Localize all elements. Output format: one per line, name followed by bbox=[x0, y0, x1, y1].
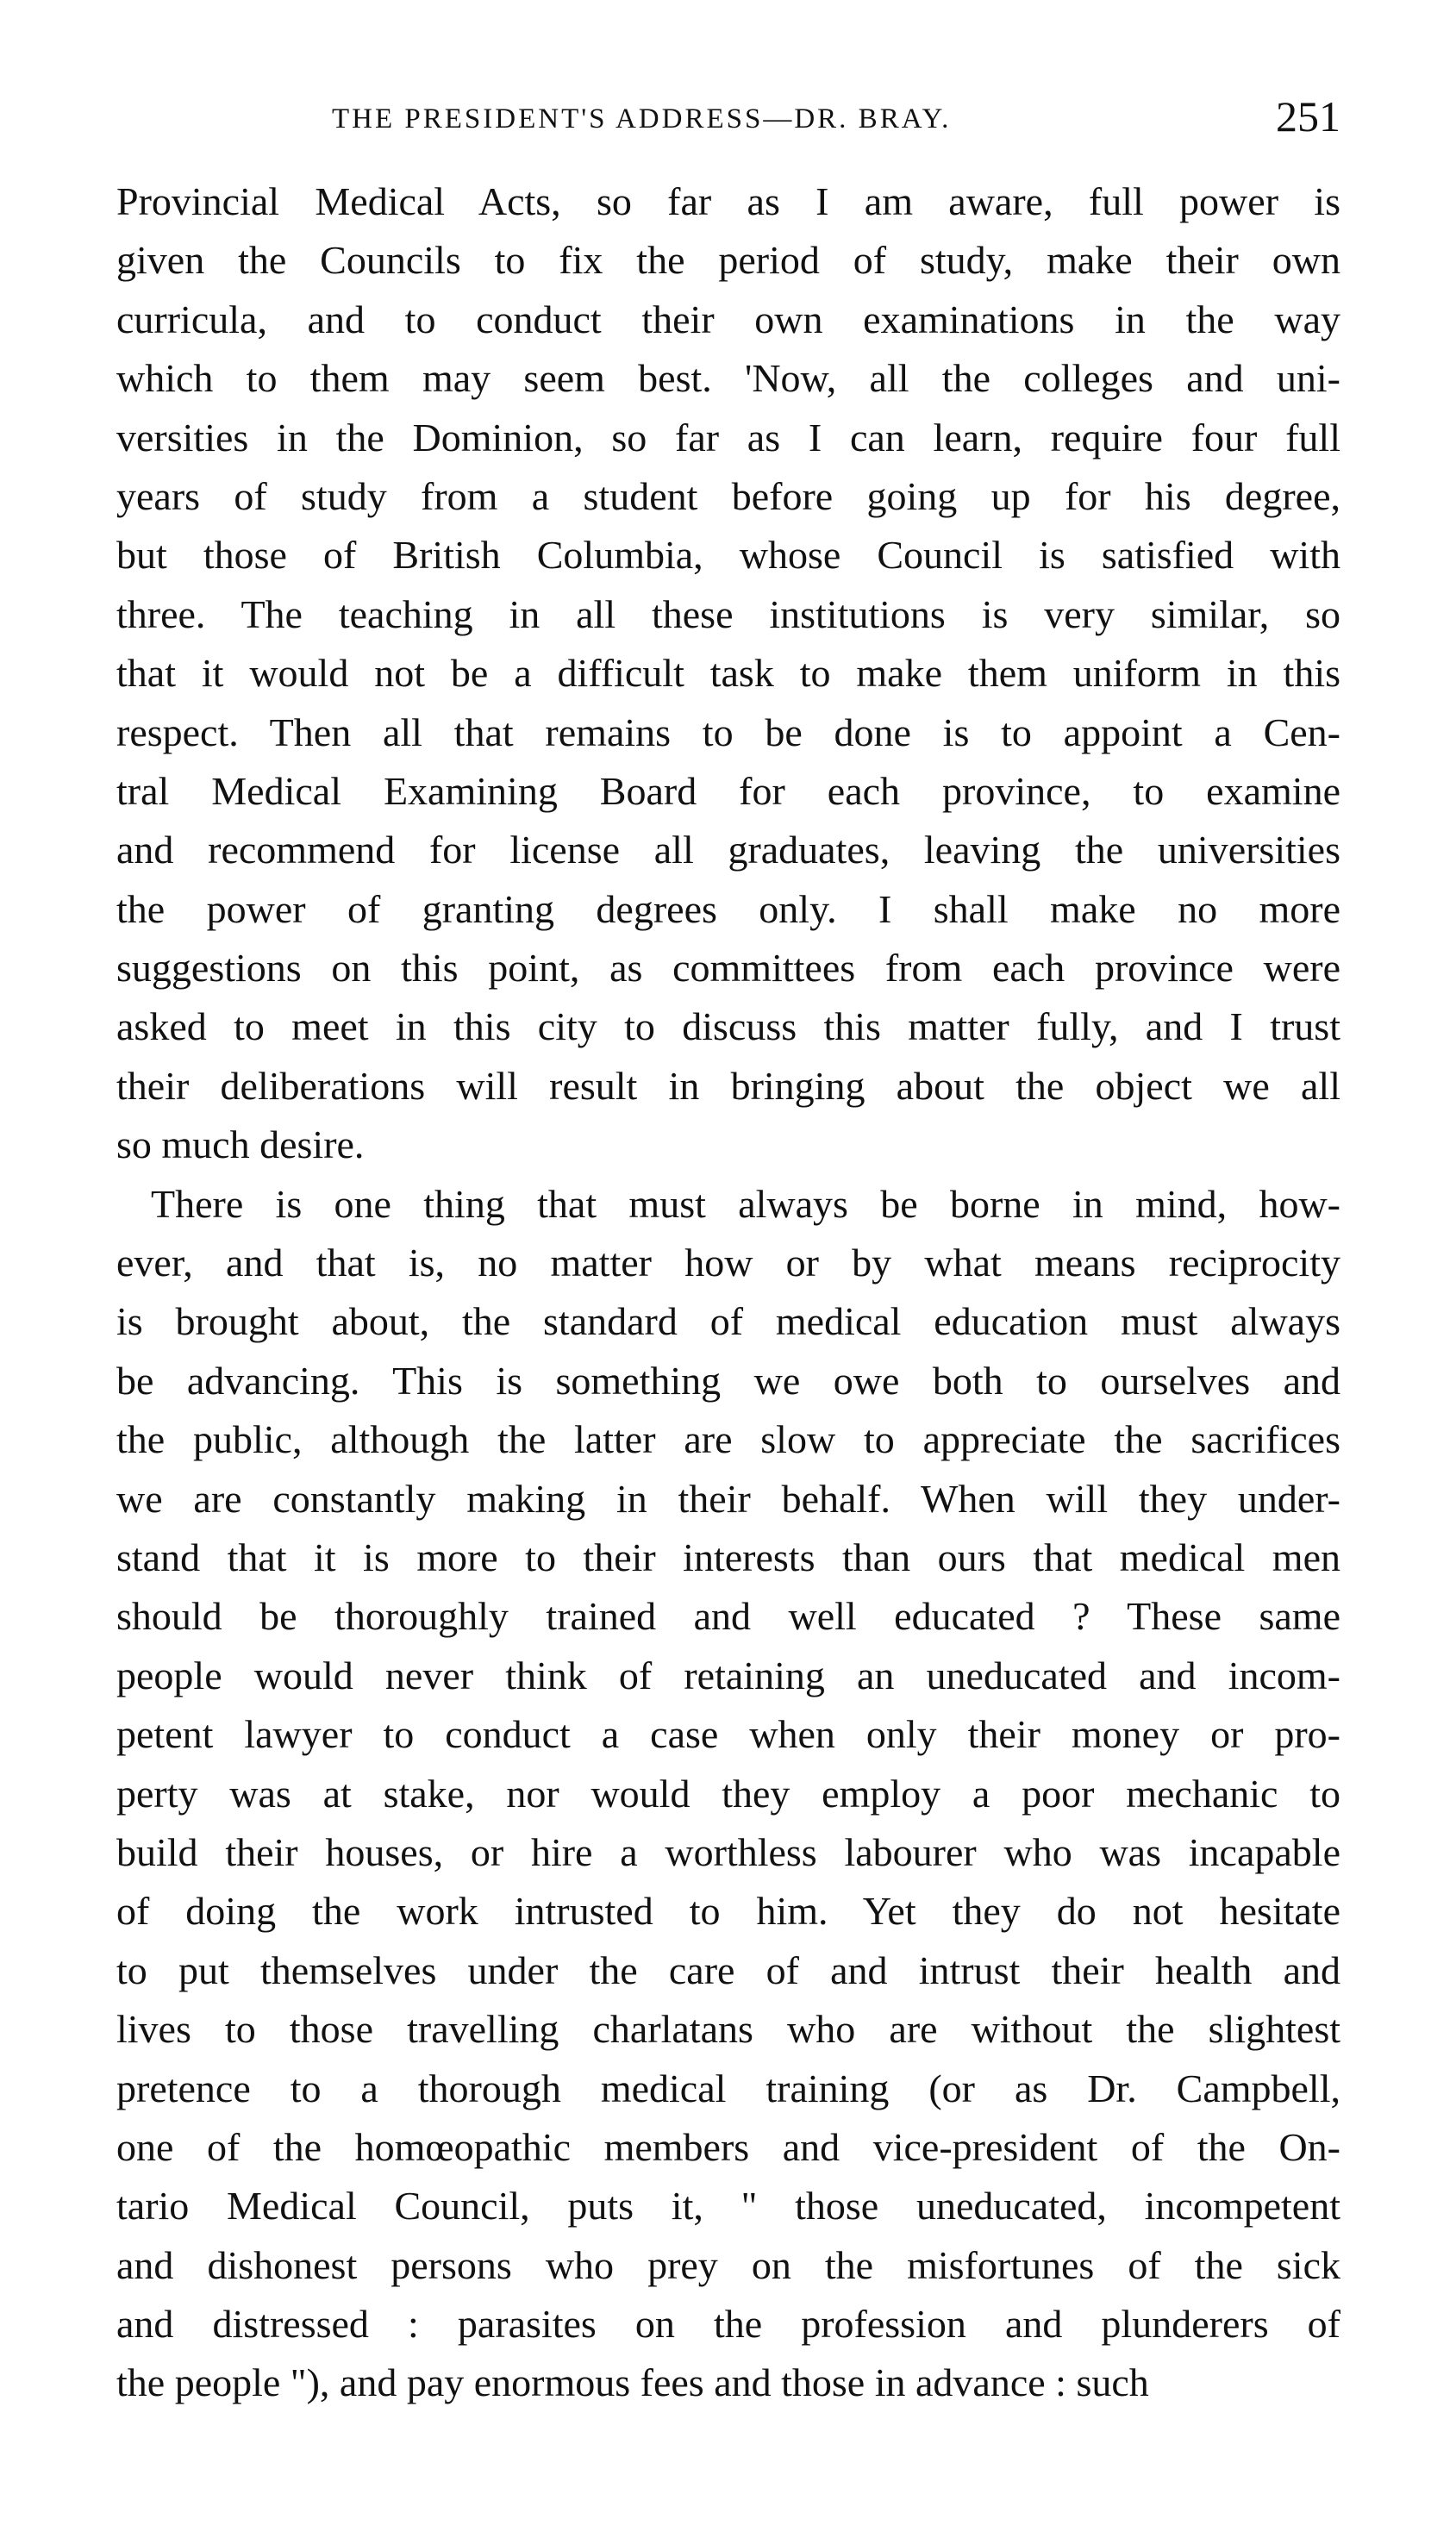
text-line: and dishonest persons who prey on the misfortunes of the sick bbox=[116, 2242, 1340, 2287]
text-line: the public, although the latter are slow to appreciate the sacrifices bbox=[116, 1417, 1340, 1462]
text-line: ever, and that is, no matter how or by what means reciprocity bbox=[116, 1241, 1340, 1285]
text-line: the people "), and pay enormous fees and those in advance : such bbox=[116, 2360, 1149, 2405]
text-line: people would never think of retaining an uneducated and incom- bbox=[116, 1653, 1340, 1697]
text-line: so much desire. bbox=[116, 1122, 365, 1167]
text-line: Provincial Medical Acts, so far as I am aware, full power is bbox=[116, 179, 1340, 223]
text-line: we are constantly making in their behalf. When will they under- bbox=[116, 1476, 1340, 1521]
text-line: that it would not be a difficult task to make them uniform in this bbox=[116, 651, 1340, 696]
text-line: one of the homœopathic members and vice-president of the On- bbox=[116, 2124, 1340, 2169]
page-number: 251 bbox=[1276, 92, 1340, 141]
text-line: their deliberations will result in bringing about the object we all bbox=[116, 1063, 1340, 1108]
text-line: tario Medical Council, puts it, " those uneducated, incompetent bbox=[116, 2184, 1340, 2229]
text-line: to put themselves under the care of and intrust their health and bbox=[116, 1947, 1340, 1992]
running-title: THE PRESIDENT'S ADDRESS—DR. BRAY. bbox=[332, 103, 952, 134]
text-line: tral Medical Examining Board for each province, to examine bbox=[116, 768, 1340, 813]
paragraph bbox=[116, 172, 1340, 1175]
text-line: respect. Then all that remains to be done is to appoint a Cen- bbox=[116, 710, 1340, 754]
text-line: asked to meet in this city to discuss this matter fully, and I trust bbox=[116, 1004, 1340, 1049]
text-line: given the Councils to fix the period of study, make their own bbox=[116, 238, 1340, 283]
text-line: should be thoroughly trained and well educated ? These same bbox=[116, 1594, 1340, 1639]
text-line: be advancing. This is something we owe both to ourselves and bbox=[116, 1358, 1340, 1403]
running-head bbox=[116, 93, 1340, 145]
paragraph bbox=[116, 1175, 1340, 2413]
text-line: build their houses, or hire a worthless labourer who was incapable bbox=[116, 1829, 1340, 1874]
text-line: stand that it is more to their interests than ours that medical men bbox=[116, 1535, 1340, 1579]
text-line: but those of British Columbia, whose Council is satisfied with bbox=[116, 533, 1340, 578]
text-line: petent lawyer to conduct a case when only their money or pro- bbox=[116, 1712, 1340, 1757]
text-line: perty was at stake, nor would they employ a poor mechanic to bbox=[116, 1771, 1340, 1816]
text-line: suggestions on this point, as committees from each province were bbox=[116, 946, 1340, 991]
text-line: is brought about, the standard of medical education must always bbox=[116, 1299, 1340, 1344]
text-line: which to them may seem best. 'Now, all the colleges and uni- bbox=[116, 356, 1340, 401]
text-line: versities in the Dominion, so far as I can learn, require four full bbox=[116, 415, 1340, 459]
text-line: years of study from a student before going up for his degree, bbox=[116, 473, 1340, 518]
text-line: lives to those travelling charlatans who are without the slightest bbox=[116, 2007, 1340, 2052]
text-line: curricula, and to conduct their own examinations in the way bbox=[116, 297, 1340, 341]
text-line: three. The teaching in all these institutions is very similar, so bbox=[116, 591, 1340, 636]
text-line: pretence to a thorough medical training (or as Dr. Campbell, bbox=[116, 2066, 1340, 2110]
text-line: and recommend for license all graduates, leaving the universities bbox=[116, 828, 1340, 872]
body-text bbox=[116, 172, 1340, 2413]
text-line: There is one thing that must always be borne in mind, how- bbox=[151, 1181, 1340, 1226]
text-line: and distressed : parasites on the profession and plunderers of bbox=[116, 2302, 1340, 2347]
text-line: the power of granting degrees only. I shall make no more bbox=[116, 886, 1340, 931]
text-line: of doing the work intrusted to him. Yet they do not hesitate bbox=[116, 1889, 1340, 1934]
